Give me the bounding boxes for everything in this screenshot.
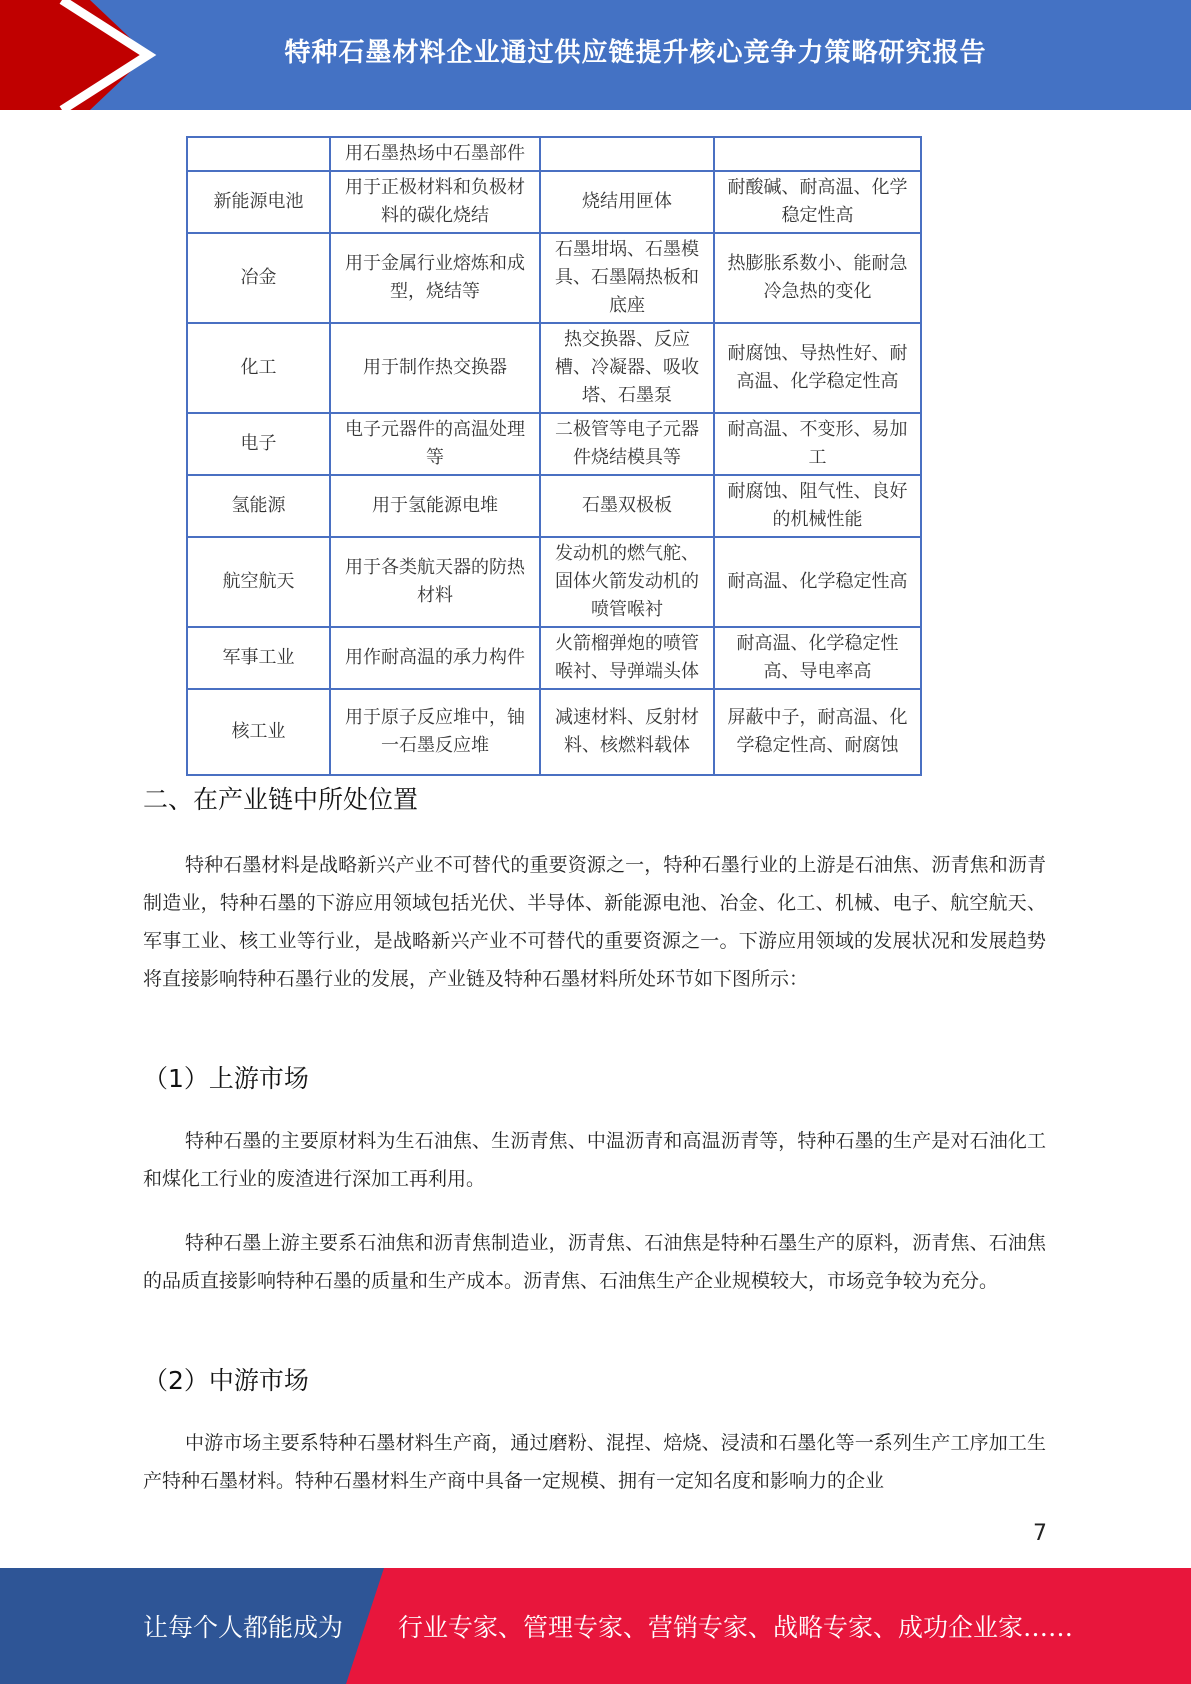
table-cell: 耐高温、不变形、易加工 (714, 413, 921, 475)
table-row (187, 475, 921, 537)
table-cell: 电子元器件的高温处理等 (330, 413, 540, 475)
page-number: 7 (1033, 1521, 1047, 1546)
intro-paragraph: 特种石墨材料是战略新兴产业不可替代的重要资源之一，特种石墨行业的上游是石油焦、沥青焦和沥青制造业，特种石墨的下游应用领域包括光伏、半导体、新能源电池、冶金、化工、机械、电子、航空航天、军事工业、核工业等行业，是战略新兴产业不可替代的重要资源之一。下游应用领域的发展状况和发展趋势将直接影响特种石墨行业的发展，产业链及特种石墨材料所处环节如下图所示： (143, 854, 1046, 990)
table-cell: 军事工业 (187, 627, 330, 689)
table-row (187, 233, 921, 323)
table-cell: 用于金属行业熔炼和成型，烧结等 (330, 233, 540, 323)
table-cell: 用于各类航天器的防热材料 (330, 537, 540, 627)
table-cell: 烧结用匣体 (540, 171, 714, 233)
table-cell: 航空航天 (187, 537, 330, 627)
table-cell: 电子 (187, 413, 330, 475)
table-cell: 用于正极材料和负极材料的碳化烧结 (330, 171, 540, 233)
upstream-heading: （1）上游市场 (143, 1064, 309, 1093)
table-cell: 耐酸碱、耐高温、化学稳定性高 (714, 171, 921, 233)
table-cell: 核工业 (187, 689, 330, 775)
table-cell: 用石墨热场中石墨部件 (330, 137, 540, 171)
table-row (187, 689, 921, 775)
table-cell: 氢能源 (187, 475, 330, 537)
table-cell: 减速材料、反射材料、核燃料载体 (540, 689, 714, 775)
table-cell: 石墨坩埚、石墨模具、石墨隔热板和底座 (540, 233, 714, 323)
table-row (187, 537, 921, 627)
table-cell: 火箭榴弹炮的喷管喉衬、导弹端头体 (540, 627, 714, 689)
table-row (187, 413, 921, 475)
table-cell: 用于制作热交换器 (330, 323, 540, 413)
table-cell: 用于氢能源电堆 (330, 475, 540, 537)
table-cell: 石墨双极板 (540, 475, 714, 537)
table-row (187, 137, 921, 171)
document-title: 特种石墨材料企业通过供应链提升核心竞争力策略研究报告 (284, 37, 987, 68)
table-cell: 二极管等电子元器件烧结模具等 (540, 413, 714, 475)
table-cell: 用作耐高温的承力构件 (330, 627, 540, 689)
table-cell: 冶金 (187, 233, 330, 323)
application-table (186, 136, 920, 776)
table-row (187, 627, 921, 689)
table-cell (714, 137, 921, 171)
table-cell: 用于原子反应堆中，铀一石墨反应堆 (330, 689, 540, 775)
table-cell: 屏蔽中子，耐高温、化学稳定性高、耐腐蚀 (714, 689, 921, 775)
header-banner (0, 0, 1191, 110)
table-cell: 耐高温、化学稳定性高 (714, 537, 921, 627)
table-cell: 耐腐蚀、阻气性、良好的机械性能 (714, 475, 921, 537)
footer-slogan-left: 让每个人都能成为 (143, 1613, 344, 1642)
section-heading: 二、在产业链中所处位置 (143, 785, 419, 814)
table-row (187, 323, 921, 413)
table-row (187, 171, 921, 233)
table-cell: 发动机的燃气舵、固体火箭发动机的喷管喉衬 (540, 537, 714, 627)
table-cell: 耐腐蚀、导热性好、耐高温、化学稳定性高 (714, 323, 921, 413)
header-arrow-decoration (0, 0, 160, 110)
upstream-paragraph-1: 特种石墨的主要原材料为生石油焦、生沥青焦、中温沥青和高温沥青等，特种石墨的生产是对石油化工和煤化工行业的废渣进行深加工再利用。 (143, 1130, 1046, 1190)
midstream-paragraph-1: 中游市场主要系特种石墨材料生产商，通过磨粉、混捏、焙烧、浸渍和石墨化等一系列生产工序加工生产特种石墨材料。特种石墨材料生产商中具备一定规模、拥有一定知名度和影响力的企业 (143, 1432, 1046, 1492)
table-cell: 热交换器、反应槽、冷凝器、吸收塔、石墨泵 (540, 323, 714, 413)
table-cell: 新能源电池 (187, 171, 330, 233)
midstream-heading: （2）中游市场 (143, 1366, 309, 1395)
table-cell: 化工 (187, 323, 330, 413)
table-cell (187, 137, 330, 171)
table-cell: 耐高温、化学稳定性高、导电率高 (714, 627, 921, 689)
upstream-paragraph-2: 特种石墨上游主要系石油焦和沥青焦制造业，沥青焦、石油焦是特种石墨生产的原料，沥青焦、石油焦的品质直接影响特种石墨的质量和生产成本。沥青焦、石油焦生产企业规模较大，市场竞争较为充分。 (143, 1232, 1046, 1292)
footer-banner (0, 1568, 1191, 1684)
table-cell: 热膨胀系数小、能耐急冷急热的变化 (714, 233, 921, 323)
table-cell (540, 137, 714, 171)
footer-slogan-right: 行业专家、管理专家、营销专家、战略专家、成功企业家…… (398, 1613, 1074, 1642)
